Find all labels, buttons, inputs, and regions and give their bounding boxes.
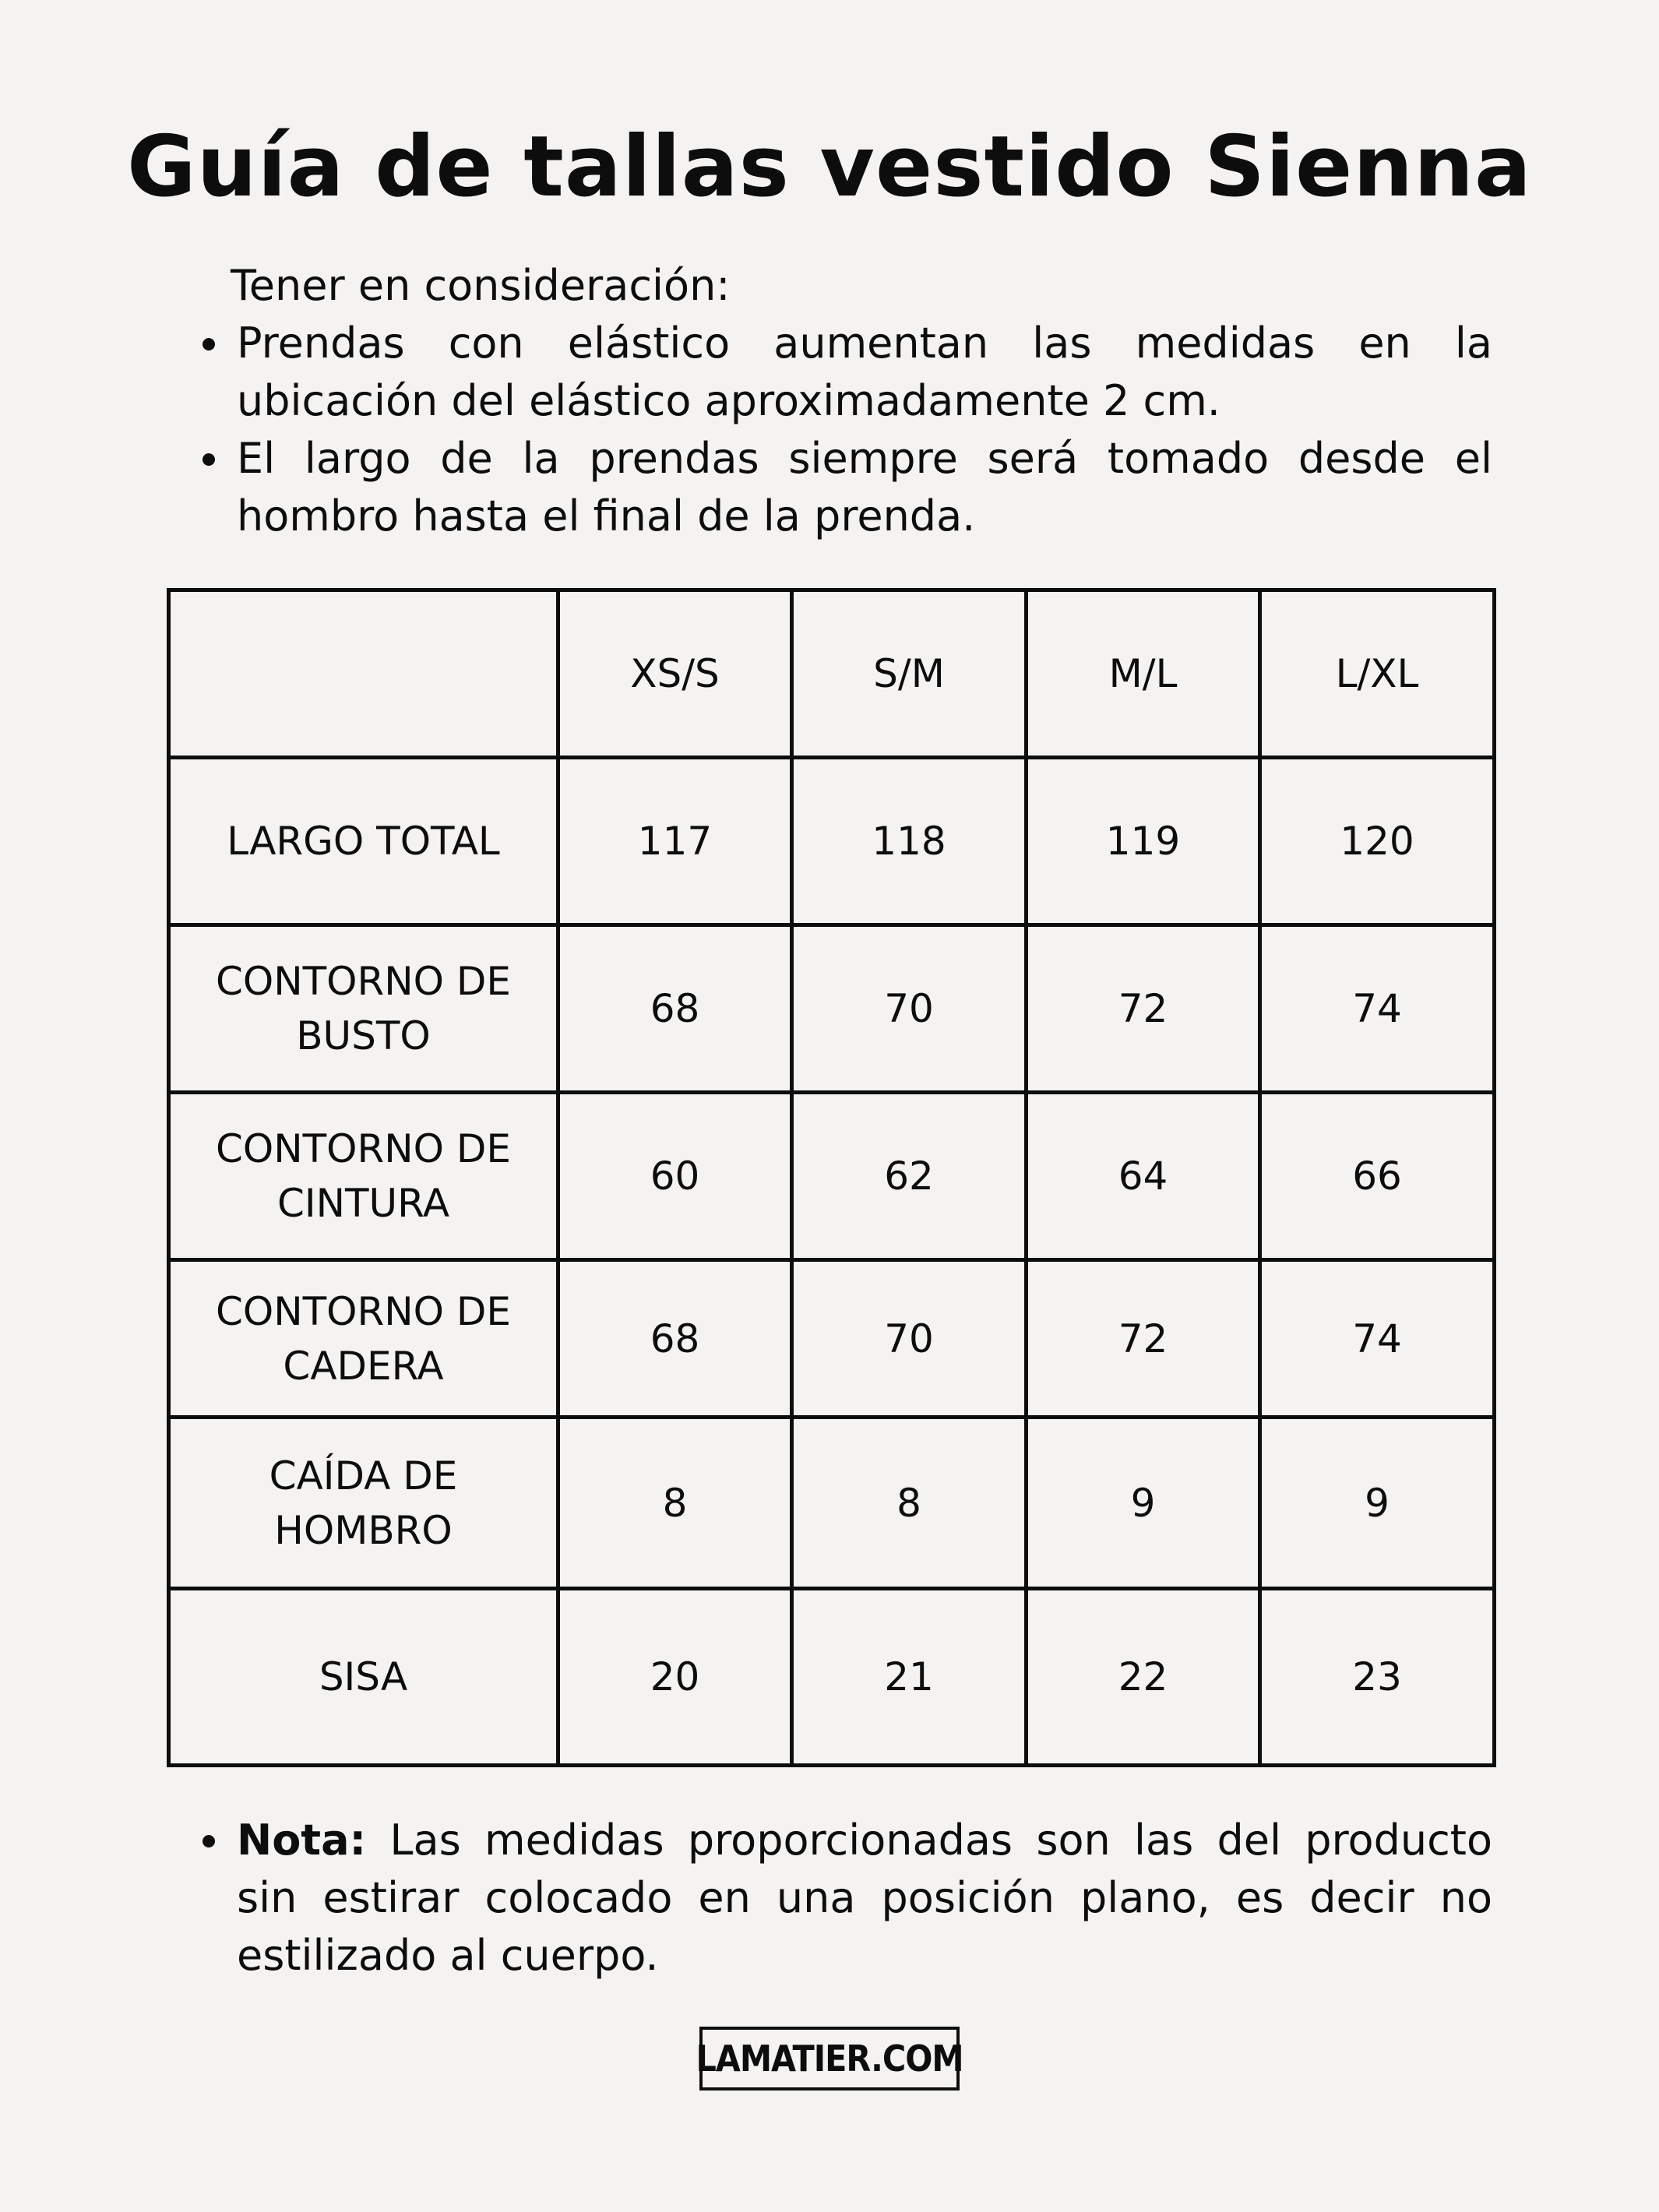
table-cell: 74: [1260, 1260, 1495, 1418]
table-cell: 72: [1027, 1260, 1260, 1418]
table-cell: 60: [558, 1093, 792, 1260]
table-cell: 23: [1260, 1589, 1495, 1766]
row-label: LARGO TOTAL: [169, 758, 558, 925]
row-label: CONTORNO DE BUSTO: [169, 925, 558, 1093]
row-label: CONTORNO DE CADERA: [169, 1260, 558, 1418]
row-label: SISA: [169, 1589, 558, 1766]
table-cell: 120: [1260, 758, 1495, 925]
note-body: Las medidas proporcionadas son las del producto sin estirar colocado en una posición plano, es decir no estilizado al cuerpo.: [237, 1816, 1492, 1980]
table-cell: 68: [558, 925, 792, 1093]
table-cell: 66: [1260, 1093, 1495, 1260]
table-cell: 8: [558, 1418, 792, 1589]
brand-link[interactable]: LAMATIER.COM: [699, 2027, 960, 2090]
row-label: CONTORNO DE CINTURA: [169, 1093, 558, 1260]
header-size-m-l: M/L: [1027, 590, 1260, 758]
table-row: [169, 1260, 1495, 1418]
intro-text: Tener en consideración:: [231, 261, 731, 310]
note-label: Nota:: [237, 1816, 367, 1865]
table-cell: 21: [792, 1589, 1027, 1766]
considerations-list: [168, 315, 1492, 545]
table-cell: 8: [792, 1418, 1027, 1589]
table-cell: 74: [1260, 925, 1495, 1093]
table-cell: 22: [1027, 1589, 1260, 1766]
table-header-row: [169, 590, 1495, 758]
table-cell: 9: [1027, 1418, 1260, 1589]
header-size-xs-s: XS/S: [558, 590, 792, 758]
size-table: [167, 588, 1496, 1767]
list-item-text: Prendas con elástico aumentan las medidas en la ubicación del elástico aproximadamente 2 cm.: [237, 319, 1492, 425]
bullet-icon: [203, 453, 215, 466]
table-cell: 20: [558, 1589, 792, 1766]
header-size-l-xl: L/XL: [1260, 590, 1495, 758]
header-empty-cell: [169, 590, 558, 758]
table-row: [169, 1589, 1495, 1766]
row-label: CAÍDA DE HOMBRO: [169, 1418, 558, 1589]
bullet-icon: [203, 338, 215, 350]
table-cell: 117: [558, 758, 792, 925]
table-row: [169, 1093, 1495, 1260]
header-size-s-m: S/M: [792, 590, 1027, 758]
table-cell: 119: [1027, 758, 1260, 925]
note-text: [168, 1812, 1492, 1985]
table-row: [169, 758, 1495, 925]
bullet-icon: [203, 1835, 215, 1847]
list-item: [168, 315, 1492, 430]
table-cell: 70: [792, 1260, 1027, 1418]
list-item-text: El largo de la prendas siempre será tomado desde el hombro hasta el final de la prenda.: [237, 434, 1492, 541]
table-cell: 9: [1260, 1418, 1495, 1589]
table-cell: 64: [1027, 1093, 1260, 1260]
list-item: [168, 430, 1492, 545]
table-cell: 72: [1027, 925, 1260, 1093]
table-cell: 70: [792, 925, 1027, 1093]
table-row: [169, 925, 1495, 1093]
table-cell: 62: [792, 1093, 1027, 1260]
table-row: [169, 1418, 1495, 1589]
table-cell: 68: [558, 1260, 792, 1418]
table-cell: 118: [792, 758, 1027, 925]
page-title: Guía de tallas vestido Sienna: [127, 118, 1532, 216]
